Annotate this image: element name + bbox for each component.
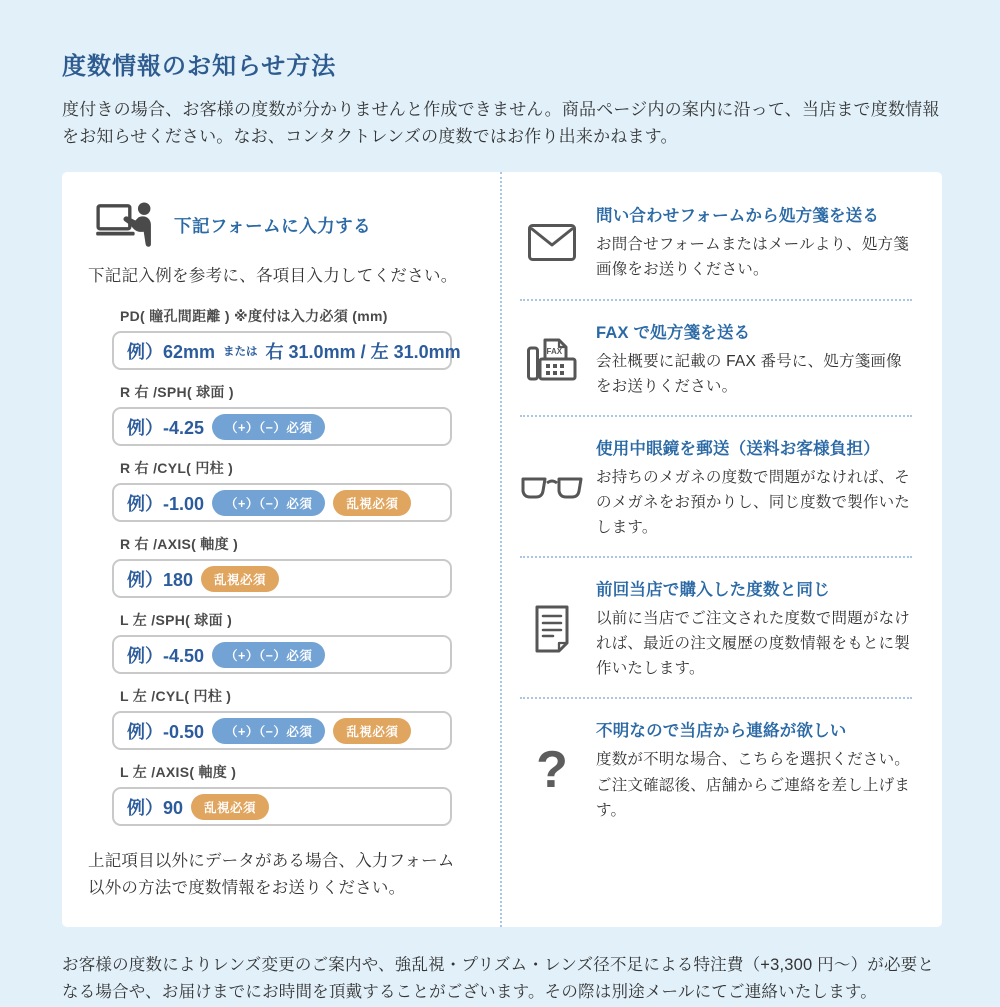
astigmatism-required-badge: 乱視必須 [191,794,269,820]
form-field-row [112,534,490,598]
form-column [62,172,502,927]
svg-text:FAX: FAX [546,346,563,356]
field-example-value: 例）90 [127,797,184,818]
field-example-box [112,787,452,826]
method-content [596,435,912,540]
envelope-icon [520,224,584,261]
form-field-row [112,762,490,826]
method-description: お問合せフォームまたはメールより、処方箋画像をお送りください。 [596,236,909,279]
field-label: R 右 /SPH( 球面 ) [120,384,234,401]
intro-text: 度付きの場合、お客様の度数が分かりませんと作成できません。商品ページ内の案内に沿って、当店まで度数情報をお知らせください。なお、コンタクトレンズの度数ではお作り出来かねます。 [62,100,940,147]
sign-required-badge: （+）（−）必須 [212,490,325,516]
astigmatism-required-badge: 乱視必須 [201,566,279,592]
method-title: 不明なので当店から連絡が欲しい [596,722,847,741]
form-field-row [112,610,490,674]
field-example-box [112,331,461,370]
astigmatism-required-badge: 乱視必須 [333,490,411,516]
form-section-title: 下記フォームに入力する [174,215,372,236]
page-title: 度数情報のお知らせ方法 [62,53,337,80]
sign-required-badge: （+）（−）必須 [212,414,325,440]
dotted-divider [520,415,912,417]
form-field-row [112,382,490,446]
contact-method [520,576,912,681]
fax-icon [520,337,584,381]
contact-method [520,319,912,399]
info-card [62,172,942,927]
dotted-divider [520,299,912,301]
contact-method [520,202,912,282]
method-content [596,576,912,681]
field-label: PD( 瞳孔間距離 ) ※度付は入力必須 (mm) [120,308,388,325]
field-example-box [112,559,452,598]
field-example-box [112,483,452,522]
field-example-value: 例）-1.00 [127,493,205,514]
field-label: L 左 /AXIS( 軸度 ) [120,764,237,781]
field-label: L 左 /CYL( 円柱 ) [120,688,232,705]
sign-required-badge: （+）（−）必須 [212,718,325,744]
method-title: 問い合わせフォームから処方箋を送る [596,207,880,226]
form-field-row [112,458,490,522]
contact-methods [502,172,942,927]
method-content [596,717,912,822]
field-example-box [112,407,452,446]
field-example-value: 例）62mm [127,341,216,362]
field-label: L 左 /SPH( 球面 ) [120,612,233,629]
field-example-value: 例）-4.50 [127,645,205,666]
form-fields [112,306,490,826]
method-title: 使用中眼鏡を郵送（送料お客様負担） [596,439,880,458]
field-example-box [112,635,452,674]
method-description: 会社概要に記載の FAX 番号に、処方箋画像をお送りください。 [596,352,902,395]
method-content [596,202,912,282]
dotted-divider [520,556,912,558]
document-icon [520,605,584,653]
field-example-connector: または [223,345,258,358]
form-field-row [112,306,490,370]
field-example-value: 例）-0.50 [127,721,205,742]
astigmatism-required-badge: 乱視必須 [333,718,411,744]
field-example-box [112,711,452,750]
method-title: FAX で処方箋を送る [596,323,751,342]
person-at-computer-icon [96,200,156,250]
field-example-value-2: 右 31.0mm / 左 31.0mm [265,341,461,362]
footer-note: お客様の度数によりレンズ変更のご案内や、強乱視・プリズム・レンズ径不足による特注費（+3,300 円〜）が必要となる場合や、お届けまでにお時間を頂戴することがございます。その際は別途メールにてご連絡いたします。 [62,956,935,1002]
question-icon: ? [536,741,568,800]
field-label: R 右 /CYL( 円柱 ) [120,460,234,477]
method-description: お持ちのメガネの度数で問題がなければ、そのメガネをお預かりし、同じ度数で製作いたします。 [596,468,911,537]
field-example-value: 例）-4.25 [127,417,205,438]
form-instruction: 下記記入例を参考に、各項目入力してください。 [88,267,458,286]
form-field-row [112,686,490,750]
method-description: 度数が不明な場合、こちらを選択ください。ご注文確認後、店舗からご連絡を差し上げます。 [596,751,911,819]
sign-required-badge: （+）（−）必須 [212,642,325,668]
method-title: 前回当店で購入した度数と同じ [596,581,830,600]
method-description: 以前に当店でご注文された度数で問題がなければ、最近の注文履歴の度数情報をもとに製作いたします。 [596,610,911,678]
form-header [96,200,490,250]
field-label: R 右 /AXIS( 軸度 ) [120,536,239,553]
form-note: 上記項目以外にデータがある場合、入力フォーム以外の方法で度数情報をお送りください。 [88,852,455,897]
contact-method [520,435,912,540]
contact-method [520,717,912,822]
method-content [596,319,912,399]
glasses-icon [520,476,584,499]
dotted-divider [520,697,912,699]
field-example-value: 例）180 [127,569,194,590]
